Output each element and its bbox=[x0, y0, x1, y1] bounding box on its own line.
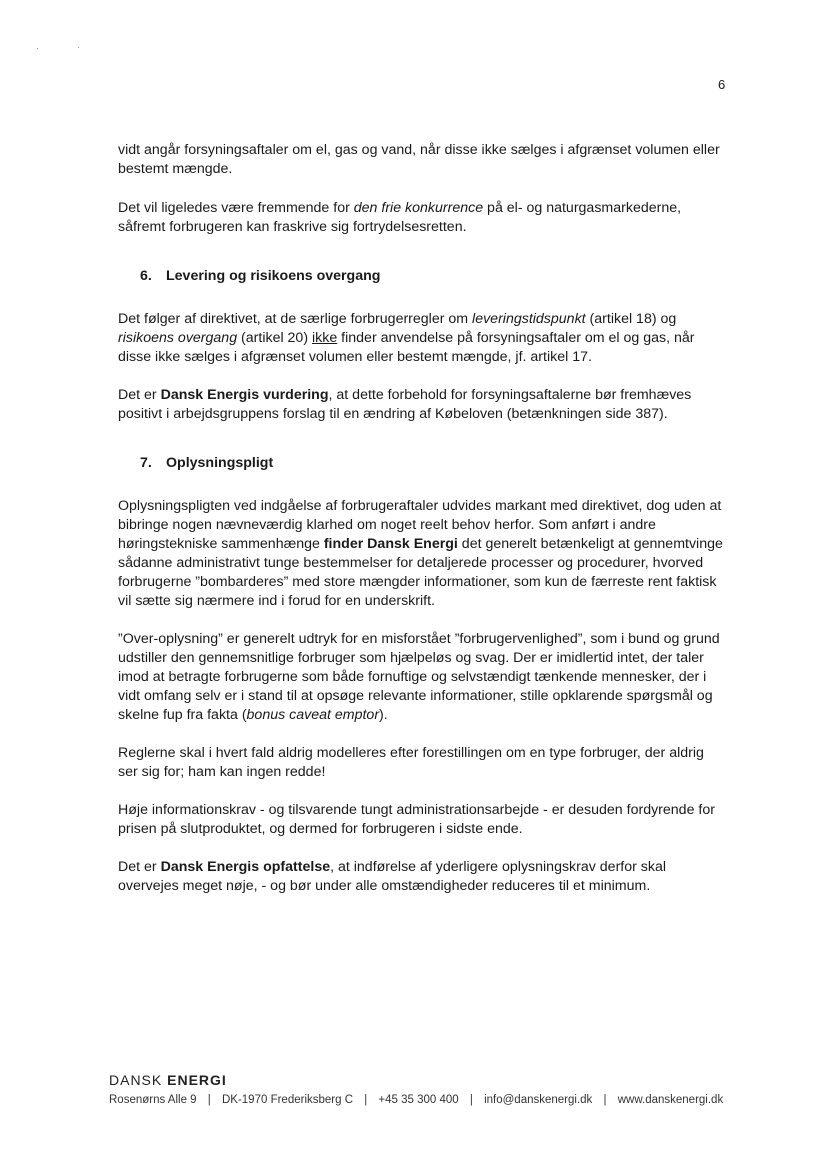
footer-address: Rosenørns Alle 9 bbox=[109, 1094, 197, 1106]
paragraph: Reglerne skal i hvert fald aldrig modelleres efter forestillingen om en type forbruger, der aldrig ser sig for; ham kan ingen redde! bbox=[118, 745, 704, 780]
section-heading-7: 7. Oplysningspligt bbox=[140, 455, 274, 471]
scan-speck bbox=[78, 47, 79, 48]
paragraph: Det er Dansk Energis vurdering, at dette forbehold for forsyningsaftalerne bør fremhæves positivt i arbejdsgruppens forslag til en ændring af Købeloven (betænkningen side 387). bbox=[118, 387, 692, 422]
footer-city: DK-1970 Frederiksberg C bbox=[221, 1094, 354, 1106]
separator: | bbox=[603, 1094, 607, 1106]
footer-phone: +45 35 300 400 bbox=[378, 1094, 459, 1106]
paragraph: Det følger af direktivet, at de særlige forbrugerregler om leveringstidspunkt (artikel 18) og risikoens overgang (artikel 20) ikke finder anvendelse på forsyningsaftaler om el og gas, når disse ikke sælges i afgrænset volumen eller bestemt mængde, jf. artikel 17. bbox=[118, 311, 695, 365]
paragraph: ”Over-oplysning” er generelt udtryk for en misforstået ”forbrugervenlighed”, som i bund og grund udstiller den gennemsnitlige forbruger som hjælpeløs og svag. Der er imidlertid intet, der taler imod at betragte forbrugerne som både fornuftige og selvstændigt tænkende mennesker, der i vidt omfang selv er i stand til at opsøge relevante informationer, stille opklarende spørgsmål og skelne fup fra fakta (bonus caveat emptor). bbox=[118, 631, 720, 723]
paragraph: Det er Dansk Energis opfattelse, at indførelse af yderligere oplysningskrav derfor skal overvejes meget nøje, - og bør under alle omstændigheder reduceres til et minimum. bbox=[118, 859, 667, 894]
separator: | bbox=[364, 1094, 368, 1106]
footer-brand-logo: DANSK ENERGI bbox=[109, 1072, 227, 1088]
paragraph: Det vil ligeledes være fremmende for den frie konkurrence på el- og naturgasmarkederne, såfremt forbrugeren kan fraskrive sig fortrydelsesretten. bbox=[118, 200, 682, 235]
paragraph: Oplysningspligten ved indgåelse af forbrugeraftaler udvides markant med direktivet, dog uden at bibringe nogen nævneværdig klarhed om noget reelt behov herfor. Som anført i andre høringstekniske sammenhænge finder Dansk Energi det generelt betænkeligt at gennemtvinge sådanne administrativt tunge bestemmelser for detaljerede processer og procedurer, hvorved forbrugerne ”bombarderes” med store mængder informationer, som kun de færreste rent faktisk vil sætte sig nærmere ind i forud for en underskrift. bbox=[118, 498, 723, 609]
footer-email: info@danskenergi.dk bbox=[484, 1094, 593, 1106]
scan-speck bbox=[37, 48, 38, 49]
document-body bbox=[118, 141, 724, 896]
page-number: 6 bbox=[718, 77, 726, 92]
separator: | bbox=[207, 1094, 211, 1106]
footer-website: www.danskenergi.dk bbox=[617, 1094, 724, 1106]
footer-contact-line bbox=[109, 1094, 723, 1106]
paragraph: vidt angår forsyningsaftaler om el, gas og vand, når disse ikke sælges i afgrænset volumen eller bestemt mængde. bbox=[118, 142, 720, 177]
paragraph: Høje informationskrav - og tilsvarende tungt administrationsarbejde - er desuden fordyrende for prisen på slutproduktet, og dermed for forbrugeren i sidste ende. bbox=[118, 802, 715, 837]
separator: | bbox=[469, 1094, 473, 1106]
section-heading-6: 6. Levering og risikoens overgang bbox=[140, 268, 381, 284]
